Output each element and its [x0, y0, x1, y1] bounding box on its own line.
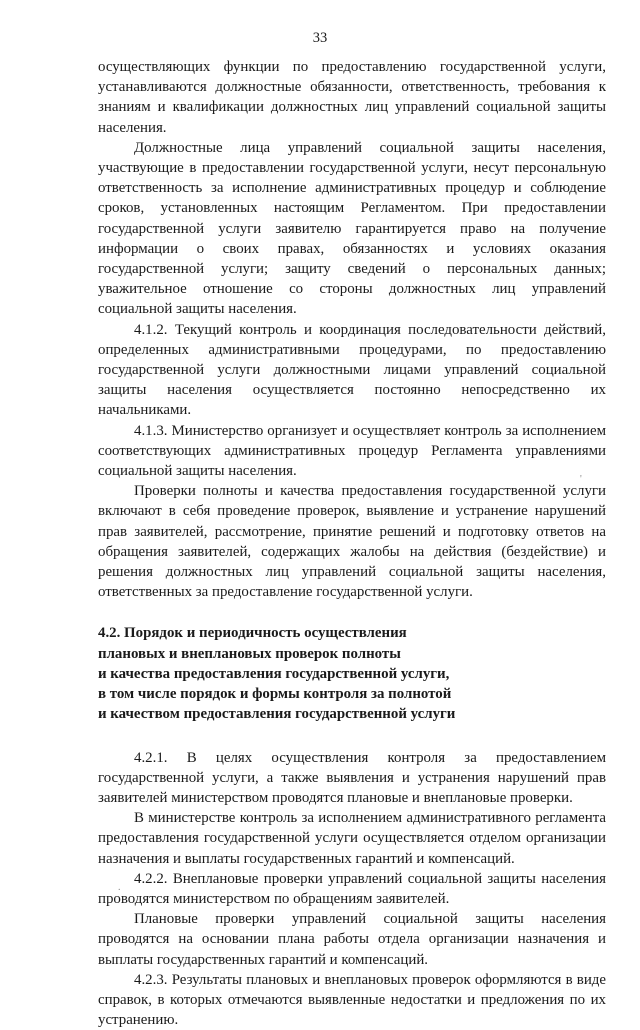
scan-mark: . — [118, 882, 121, 893]
heading-line: в том числе порядок и формы контроля за полнотой — [98, 686, 452, 703]
paragraph: Должностные лица управлений социальной защиты населения, участвующие в предоставлении государственной услуги, несут персональную ответственность за исполнение административных процедур и соблюдение сроков, установленных настоящим Регламентом. При предоставлении государственной услуги заявителю гарантируется право на получение информации о своих правах, обязанностях и условиях оказания государственной услуги; защиту сведений о персональных данных; уважительное отношение со стороны должностных лиц управлений социальной защиты населения. — [98, 139, 606, 318]
heading-line: и качеством предоставления государственной услуги — [98, 706, 456, 723]
section-heading — [98, 623, 606, 724]
heading-line: 4.2. Порядок и периодичность осуществления — [98, 625, 407, 642]
paragraph: 4.2.2. Внеплановые проверки управлений социальной защиты населения проводятся министерством по обращениям заявителей. — [98, 870, 606, 907]
paragraph: 4.1.2. Текущий контроль и координация последовательности действий, определенных административными процедурами, по предоставлению государственной услуги должностными лицами управлений социальной защиты населения осуществляется постоянно непосредственно их начальниками. — [98, 321, 606, 419]
paragraph: 4.2.3. Результаты плановых и внеплановых проверок оформляются в виде справок, в которых отмечаются выявленные недостатки и предложения по их устранению. — [98, 971, 606, 1029]
paragraph: осуществляющих функции по предоставлению государственной услуги, устанавливаются должностные обязанности, ответственность, требования к знаниям и квалификации должностных лиц управлений социальной защиты населения. — [98, 59, 606, 136]
paragraph: 4.2.1. В целях осуществления контроля за предоставлением государственной услуги, а также выявления и устранения нарушений прав заявителей министерством проводятся плановые и внеплановые проверки. — [98, 749, 606, 806]
paragraph: В министерстве контроль за исполнением административного регламента предоставления государственной услуги осуществляется отделом организации назначения и выплаты государственных гарантий и компенсаций. — [98, 810, 606, 867]
paragraph: 4.1.3. Министерство организует и осуществляет контроль за исполнением соответствующих административных процедур Регламента управлениями социальной защиты населения. — [98, 422, 606, 480]
page-number: 33 — [312, 30, 328, 46]
page-body — [98, 57, 606, 1030]
heading-line: и качества предоставления государственной услуги, — [98, 665, 450, 682]
paragraph: Плановые проверки управлений социальной защиты населения проводятся на основании плана работы отдела организации назначения и выплаты государственных гарантий и компенсаций. — [98, 911, 606, 968]
paragraph: Проверки полноты и качества предоставления государственной услуги включают в себя проведение проверок, выявление и устранение нарушений прав заявителей, рассмотрение, принятие решений и подготовку ответов на обращения заявителей, содержащих жалобы на действия (бездействие) и решения должностных лиц управлений социальной защиты населения, ответственных за предоставление государственной услуги. — [98, 483, 606, 601]
scan-mark: ' — [580, 474, 582, 485]
heading-line: плановых и внеплановых проверок полноты — [98, 645, 401, 662]
